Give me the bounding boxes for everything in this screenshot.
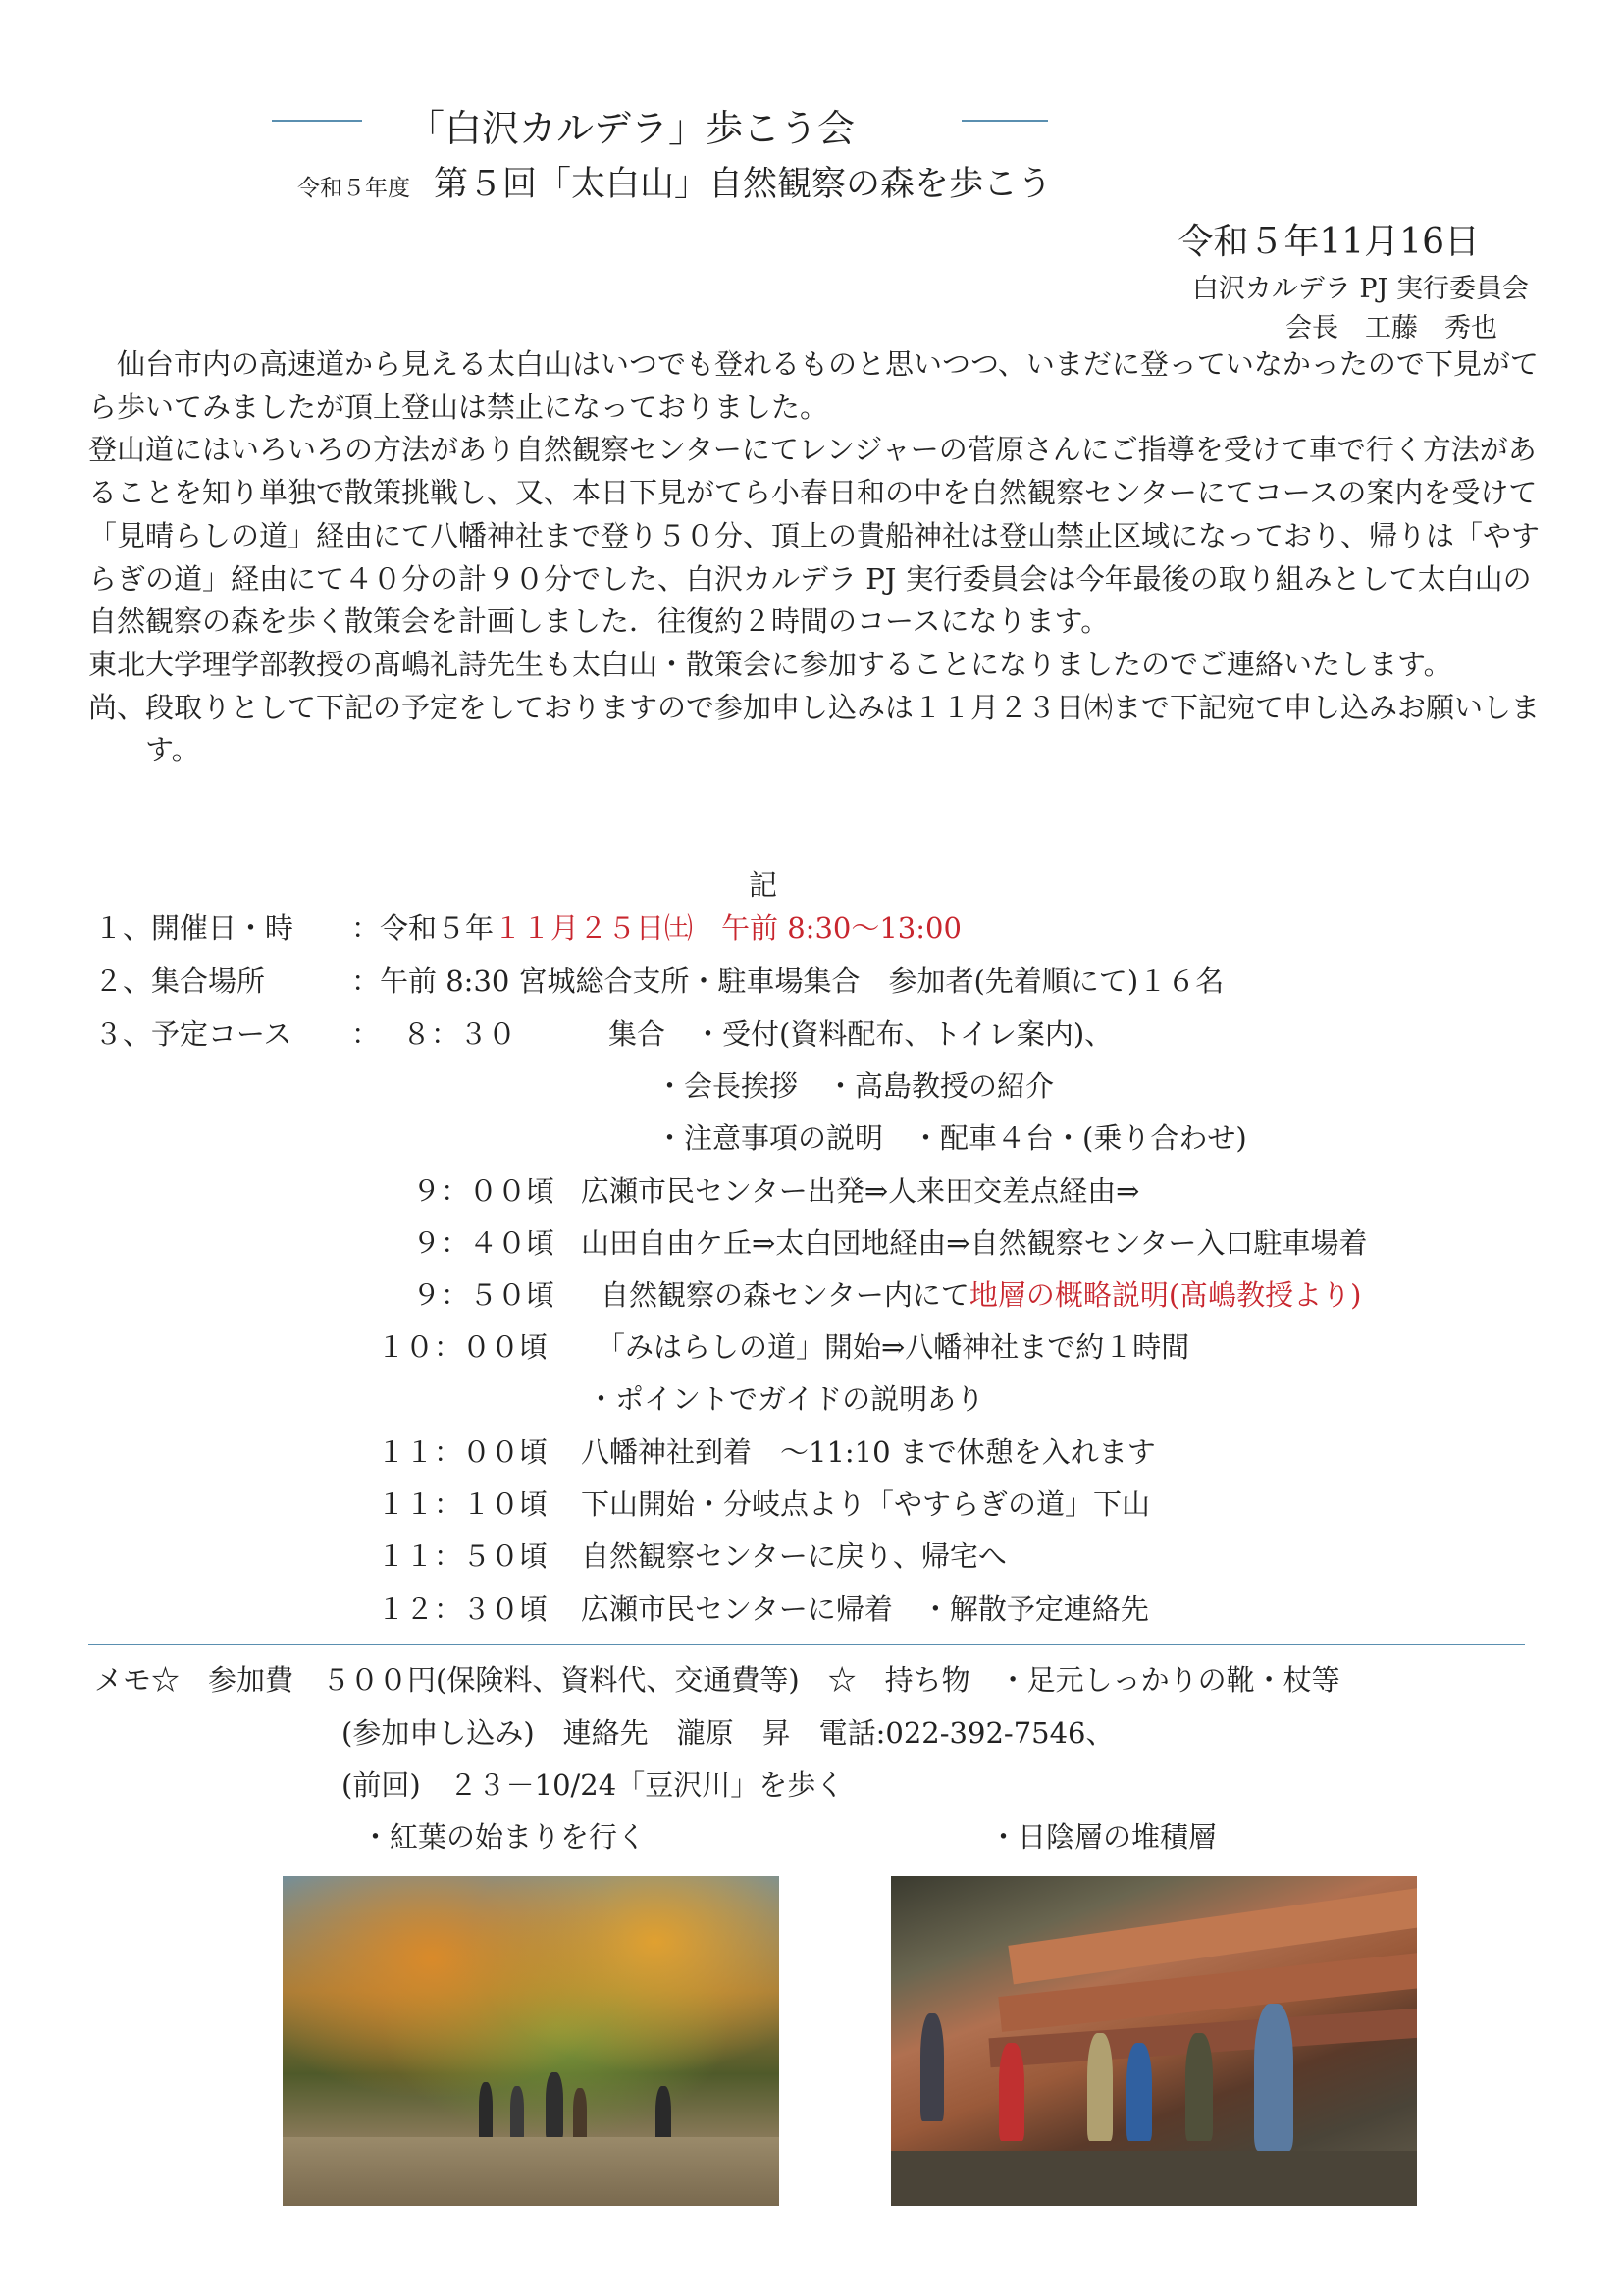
photo-rock-strata bbox=[891, 1876, 1417, 2206]
schedule-text: 八幡神社到着 ～11:10 まで休憩を入れます bbox=[581, 1435, 1156, 1469]
memo-line-previous: (前回) ２３－10/24「豆沢川」を歩く bbox=[341, 1768, 845, 1801]
ki-heading: 記 bbox=[749, 868, 778, 902]
subtitle bbox=[297, 157, 1052, 206]
schedule-time: １１：１０頃 bbox=[377, 1487, 549, 1521]
detail-course-label: ３、予定コース bbox=[94, 1018, 292, 1051]
schedule-row-7 bbox=[587, 1380, 984, 1419]
hiker-figure bbox=[546, 2072, 563, 2139]
paragraph-intro: 仙台市内の高速道から見える太白山はいつでも登れるものと思いつつ、いまだに登っていなかったので下見がてら歩いてみましたが頂上登山は禁止になっておりました。 bbox=[88, 347, 1539, 424]
detail-date-value: １１月２５日㈯ 午前 8:30～13:00 bbox=[494, 912, 962, 945]
schedule-text: ・ポイントでガイドの説明あり bbox=[587, 1383, 985, 1416]
body-text bbox=[88, 343, 1541, 772]
detail-course-row bbox=[94, 1015, 380, 1054]
schedule-row-4 bbox=[412, 1224, 1367, 1263]
hiker-figure bbox=[573, 2088, 587, 2143]
schedule-text: 下山開始・分岐点より「やすらぎの道」下山 bbox=[581, 1487, 1151, 1521]
schedule-highlight: 地層の概略説明(髙嶋教授より) bbox=[969, 1278, 1362, 1312]
stream-water bbox=[283, 2137, 779, 2206]
schedule-time: ９：５０頃 bbox=[412, 1278, 555, 1312]
paragraph-professor: 東北大学理学部教授の髙嶋礼詩先生も太白山・散策会に参加することになりましたのでご連絡いたします。 bbox=[88, 647, 1452, 681]
hiker-figure bbox=[479, 2082, 493, 2141]
schedule-text: ・会長挨拶 ・高島教授の紹介 bbox=[655, 1070, 1055, 1103]
detail-place-row bbox=[94, 962, 1224, 1001]
paragraph-application: 尚、段取りとして下記の予定をしておりますので参加申し込みは１１月２３日㈭まで下記宛て申し込みお願いします。 bbox=[88, 690, 1541, 767]
memo-divider bbox=[88, 1644, 1525, 1645]
schedule-text: 「みはらしの道」開始⇒八幡神社まで約１時間 bbox=[597, 1331, 1190, 1364]
schedule-row-1 bbox=[655, 1067, 1054, 1106]
schedule-text: ・注意事項の説明 ・配車４台・(乗り合わせ) bbox=[655, 1122, 1247, 1155]
schedule-text: 広瀬市民センター出発⇒人来田交差点経由⇒ bbox=[581, 1174, 1140, 1208]
detail-date-row bbox=[94, 909, 962, 948]
schedule-time: １１：００頃 bbox=[377, 1435, 549, 1469]
ground bbox=[891, 2151, 1417, 2206]
subtitle-year: 令和５年度 bbox=[297, 176, 410, 201]
schedule-row-0 bbox=[402, 1015, 1113, 1054]
schedule-time: １１：５０頃 bbox=[377, 1539, 549, 1573]
schedule-text: 広瀬市民センターに帰着 ・解散予定連絡先 bbox=[581, 1592, 1149, 1626]
schedule-text: 集合 ・受付(資料配布、トイレ案内)、 bbox=[608, 1018, 1114, 1051]
hiker-figure bbox=[920, 2013, 944, 2121]
president: 会長 工藤 秀也 bbox=[1285, 313, 1497, 343]
detail-date-prefix: ：令和５年 bbox=[351, 912, 495, 945]
hiker-figure bbox=[1087, 2033, 1113, 2141]
hiker-figure bbox=[1126, 2043, 1152, 2141]
detail-place-label: ２、集合場所 bbox=[94, 965, 266, 998]
schedule-text: 自然観察センターに戻り、帰宅へ bbox=[581, 1539, 1007, 1573]
issue-date: 令和５年11月16日 bbox=[1178, 222, 1480, 262]
photo-autumn-leaves bbox=[283, 1876, 779, 2206]
schedule-time: １０：００頃 bbox=[377, 1331, 549, 1364]
paragraph-route: 登山道にはいろいろの方法があり自然観察センターにてレンジャーの菅原さんにご指導を受けて車で行く方法があることを知り単独で散策挑戦し、又、本日下見がてら小春日和の中を自然観察センターにてコースの案内を受けて「見晴らしの道」経由にて八幡神社まで登り５０分、頂上の貴船神社は登山禁止区域になっており、帰りは「やすらぎの道」経由にて４０分の計９０分でした、白沢カルデラ PJ 実行委員会は今年最後の取り組みとして太白山の自然観察の森を歩く散策会を計画しました．往復約２時間のコースになります。 bbox=[88, 433, 1541, 639]
organization: 白沢カルデラ PJ 実行委員会 bbox=[1191, 274, 1529, 304]
schedule-row-6 bbox=[377, 1328, 1189, 1367]
schedule-row-3 bbox=[412, 1172, 1139, 1211]
schedule-time: ９：００頃 bbox=[412, 1174, 555, 1208]
schedule-row-10 bbox=[377, 1537, 1007, 1576]
schedule-time: ８：３０ bbox=[402, 1018, 517, 1051]
title-rule-right bbox=[962, 120, 1048, 122]
schedule-time: １２：３０頃 bbox=[377, 1592, 549, 1626]
hiker-figure bbox=[510, 2086, 524, 2141]
detail-place-value: ：午前 8:30 宮城総合支所・駐車場集合 参加者(先着順にて)１６名 bbox=[351, 965, 1225, 998]
hiker-figure bbox=[1254, 2004, 1293, 2151]
detail-date-label: １、開催日・時 bbox=[94, 912, 294, 945]
schedule-row-8 bbox=[377, 1433, 1156, 1472]
title-rule-left bbox=[272, 120, 362, 122]
memo-line-fee: メモ☆ 参加費 ５００円(保険料、資料代、交通費等) ☆ 持ち物 ・足元しっかりの靴・杖等 bbox=[94, 1663, 1340, 1696]
page-title: 「白沢カルデラ」歩こう会 bbox=[407, 107, 856, 150]
schedule-row-2 bbox=[655, 1119, 1247, 1158]
schedule-text: 自然観察の森センター内にて bbox=[601, 1278, 969, 1312]
schedule-row-11 bbox=[377, 1590, 1149, 1629]
schedule-row-5 bbox=[412, 1276, 1361, 1315]
photo-caption-left: ・紅葉の始まりを行く bbox=[361, 1820, 647, 1853]
hiker-figure bbox=[999, 2043, 1024, 2141]
schedule-text: 山田自由ケ丘⇒太白団地経由⇒自然観察センター入口駐車場着 bbox=[581, 1226, 1368, 1260]
detail-course-colon: ： bbox=[351, 1018, 381, 1051]
photo-caption-right: ・日陰層の堆積層 bbox=[989, 1820, 1218, 1853]
schedule-time: ９：４０頃 bbox=[412, 1226, 555, 1260]
subtitle-main: 第５回「太白山」自然観察の森を歩こう bbox=[434, 165, 1053, 204]
schedule-row-9 bbox=[377, 1485, 1150, 1524]
hiker-figure bbox=[1185, 2033, 1213, 2141]
memo-line-contact: (参加申し込み) 連絡先 瀧原 昇 電話:022-392-7546、 bbox=[341, 1716, 1115, 1749]
